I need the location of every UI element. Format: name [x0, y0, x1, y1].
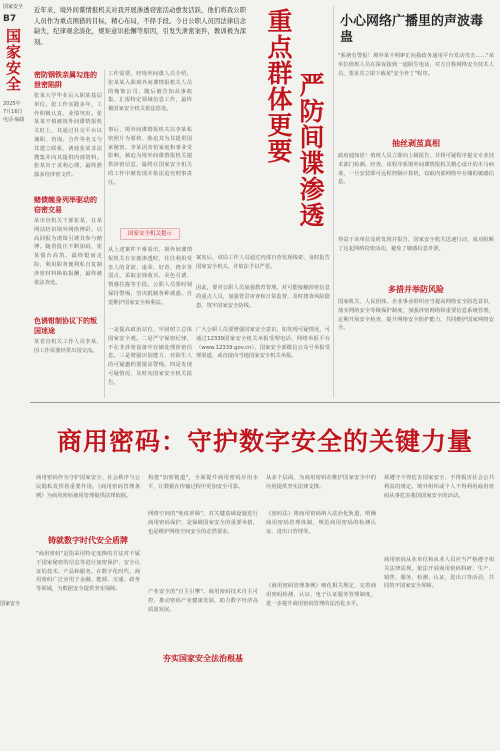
right-column — [338, 8, 494, 400]
col3-paragraph-1: 案发后，该局工作人员通过内部自查发现线索，及时报告国家安全机关，并依法予以严惩。 — [196, 255, 330, 270]
right-paragraph-4: 国家机关、人民团体、企业事业组织应当提高网络安全防范意识，落实网络安全等级保护制度，加强涉密网络和重要信息系统管理，定期开展安全检查，提升网络安全防护能力，共同维护国家网络安全。 — [338, 299, 494, 332]
col2-paragraph-2: 事后，境外间谍情报机关以李某私密照片为要挟，胁迫其为其提供国家秘密。李某因害怕家庭和事业受影响，被迫为境外间谍情报机关提供涉密信息，最终在国家安全机关的工作中被发现并依法追究刑事责任。 — [108, 127, 192, 186]
subhead-honey-trap: 色诱钳制协议下的叛国迷途 — [34, 316, 97, 335]
main-title-line2: 重点群体更要 — [264, 8, 293, 164]
subhead-gambling-debt: 赌债缠身列举驱动的窃密交易 — [34, 195, 97, 214]
issue-day: 7月16日 — [3, 109, 23, 115]
bottom-article-title: 商用密码：守护数字安全的关键力量 — [56, 427, 473, 456]
column-2 — [108, 70, 192, 398]
col1-paragraph-2: 某市直机关干部崔某，在某网站结识境外网络博彩，以高回报为诱饵引诱其参与赌博。随着投注不断加码，崔某债台高筑，最终铤而走险，利用职务便利私自复制涉密材料换取报酬，最终被依法查处。 — [34, 218, 102, 286]
tip-tag: 国家安全机关提示 — [120, 228, 180, 240]
column-3 — [196, 254, 330, 398]
bottom-c1-paragraph-2: "商用密码"是指采用特定变换的方法对不属于国家秘密的信息等进行加密保护、安全认证的技术、产品和服务。在数字化时代，商用密码广泛应用于金融、能源、交通、政务等领域，为数据安全提供坚实保障。 — [36, 551, 140, 593]
right-headline: 小心网络广播里的声波毒蛊 — [340, 14, 484, 45]
bottom-col-3 — [266, 474, 376, 744]
intro-paragraph: 近年来，境外间谍情报机关对我开展渗透窃密活动愈发活跃，他们将我公职人员作为重点围猎的目标，精心布局，不择手段。今日公职人员因法律信念缺失，纪律观念淡化，规矩意识松懈等原因，引发失泄密案件，教训极为深刻。 — [34, 7, 246, 46]
masthead-strip — [0, 0, 30, 751]
right-paragraph-1: "系统有警报！境外某不明IP正向我政务通用平台发动攻击……"某单位值班人员在深夜接到一通陌生电话，对方自称网络安全技术人员，要求其立即下载某"安全补丁"程序。 — [338, 53, 494, 77]
subhead-risk-prevention: 多措并举防风险 — [388, 284, 444, 294]
bottom-col-4 — [384, 474, 494, 744]
right-paragraph-2: 政府通知语！值班人员立即向上级报告，并将可疑程序提交专业技术部门检测。经查，该程序系境外间谍情报机关精心设计的木马病毒，一旦安装即可远程控制计算机，窃取内部网络中存储的敏感信息。 — [338, 153, 494, 186]
page-number: B7 — [3, 14, 17, 24]
section-separator — [30, 402, 500, 403]
subhead-rule-of-law: 夯实国家安全法治根基 — [163, 653, 243, 663]
bottom-c2-paragraph-1: 构建"加密链道"，全面提升商用密码应用水平，让数据在传输过程中更加安全可靠。 — [148, 475, 258, 490]
bottom-c1-paragraph-1: 商用密码作为守护国家安全、社会秩序与公民隐私发挥着重要作用。《商用密码管理条例》为商用密码使用管理提供法律依据。 — [36, 475, 140, 499]
main-title-line1: 严防间谍渗透 — [296, 72, 325, 228]
editor-line: 电话·编辑 — [3, 117, 25, 123]
side-margin-note — [0, 600, 26, 608]
issue-year: 2025年 — [3, 101, 21, 107]
brand-label: 国家安全 — [3, 4, 24, 10]
subhead-family-leak: 密防钢铁亲属勾连的泄密陷阱 — [34, 70, 97, 89]
col3-paragraph-3: 广大公职人员要增强国家安全意识，如发现可疑情况，可通过12339国家安全机关举报受理电话、网络举报平台（www.12339.gov.cn）、国家安全部微信公众号举报受理渠道，或直接向当地国家安全机关举报。 — [196, 327, 330, 360]
bottom-c2-paragraph-2: 网络空间的"免疫屏障"，对关键基础设施进行商用密码保护，是保障国家安全的重要举措，也是维护网络空间安全的必然要求。 — [148, 511, 258, 535]
col1-paragraph-1: 张某大学毕业后入职某基层单位。张工作实践多年，工作积极认真，业绩突出。张某某不慎被境外间谍情报机关盯上，其通过社交平台以兼职、咨询、合作等名义与其建立联系，诱使张某非法搜集并向其提供内部资料。张某出于贪利心理，最终泄露多份涉密文件。 — [34, 93, 102, 179]
col2-paragraph-4: 一是提高政治站位，牢固树立总体国家安全观。二是严守保密纪律，不在非涉密设备中存储处理涉密信息。三是增强识别能力，对陌生人的可疑邀约要提高警惕。四是发现可疑情况，及时向国家安全机关报告。 — [108, 327, 192, 386]
bottom-c3-paragraph-3: 《商用密码管理条例》细化相关规定，完善商用密码检测、认证、电子认证服务管理制度，进一步提升商用密码管理的法治化水平。 — [266, 583, 376, 607]
bottom-c4-paragraph-2: 商用密码从业单位和从业人员应当严格遵守相关法律法规，依法开展商用密码科研、生产、销售、服务、检测、认证、进出口等活动，共同筑牢国家安全屏障。 — [384, 557, 494, 590]
issue-date — [3, 100, 25, 124]
bottom-col-2 — [148, 474, 258, 744]
col2-paragraph-1: 工作需要，经境外间谍人员介绍，张某某入职境外间谍情报机关人员的掩饰公司，随后被告知从事收集、汇报特定领域信息工作，最终被国家安全机关依法惩处。 — [108, 71, 192, 113]
subhead-digital-shield: 铸就数字时代安全盾牌 — [48, 535, 128, 545]
column-divider — [104, 70, 105, 398]
side-section-label: 国家安全 — [0, 601, 21, 607]
bottom-c3-paragraph-2: 《密码法》将商用密码纳入法治化轨道，明确商用密码管理体制，规范商用密码的检测认证、进出口管理等。 — [266, 511, 376, 535]
right-paragraph-3: 得益于该单位及时发现并报告，国家安全机关迅速行动，成功阻断了这起网络窃密活动，避免了敏感信息外泄。 — [338, 237, 494, 252]
subhead-trace-truth: 抽丝剥茧真相 — [392, 138, 440, 148]
col2-paragraph-3: 从上述案件不难看出，境外间谍情报机关在实施渗透时，往往利用受害人的贪欲、虚荣、好奇、侥幸等弱点，采取金钱收买、美色引诱、情感拉拢等手段。公职人员要时刻保持警惕，坚决抵制各种诱惑，自觉维护国家安全和利益。 — [108, 247, 192, 306]
column-1 — [34, 70, 102, 398]
bottom-c3-paragraph-1: 从多个层面，为商用密码在维护国家安全中的应用提供坚实法律支撑。 — [266, 475, 376, 490]
right-column-divider — [333, 6, 334, 398]
section-name: 国家安全 — [6, 27, 22, 93]
bottom-c4-paragraph-1: 须遵守不得危害国家安全、不得损害社会公共利益的规定。境外组织或个人不得利用商用密码从事危害我国国家安全的活动。 — [384, 475, 494, 499]
col3-paragraph-2: 因此，要对公职人员加强教育管理。对可能接触涉密信息的重点人员，加强背景审查和日常监督，及时排查风险隐患，筑牢国家安全防线。 — [196, 285, 330, 309]
bottom-article — [30, 406, 500, 751]
col1-paragraph-3: 某省直机关工作人员李某，因工作需要经常出国交流。 — [34, 339, 102, 354]
bottom-c2-paragraph-3: 产业安全的"自主引擎"。商用密码技术自主可控，推动密码产业健康发展，助力数字经济高质量发展。 — [148, 589, 258, 613]
bottom-col-1 — [36, 474, 140, 744]
